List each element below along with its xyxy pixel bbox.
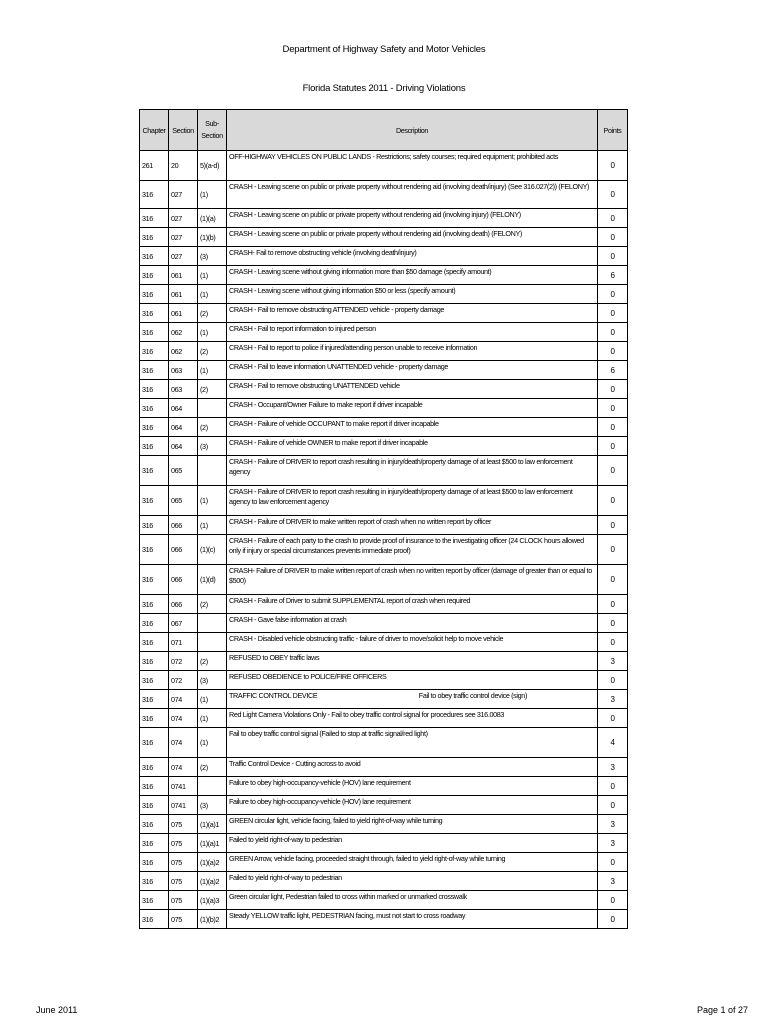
description-cell: REFUSED to OBEY traffic laws: [227, 652, 598, 671]
description-cell: CRASH - Failure of vehicle OCCUPANT to make report if driver incapable: [227, 418, 598, 437]
points-cell: 0: [598, 285, 628, 304]
points-cell: 0: [598, 437, 628, 456]
description-cell: CRASH - Occupant/Owner Failure to make report if driver incapable: [227, 399, 598, 418]
points-cell: 3: [598, 652, 628, 671]
section-cell: 066: [169, 535, 198, 565]
column-header-chapter: Chapter: [140, 110, 169, 151]
table-row: [140, 709, 628, 728]
chapter-cell: 316: [140, 535, 169, 565]
table-row: [140, 671, 628, 690]
sub-section-cell: [198, 777, 227, 796]
chapter-cell: 316: [140, 456, 169, 486]
column-header-description: Description: [227, 110, 598, 151]
chapter-cell: 316: [140, 853, 169, 872]
table-row: [140, 614, 628, 633]
table-row: [140, 910, 628, 929]
table-header-row: [140, 110, 628, 151]
table-row: [140, 151, 628, 181]
points-cell: 0: [598, 247, 628, 266]
sub-section-cell: (2): [198, 652, 227, 671]
chapter-cell: 316: [140, 595, 169, 614]
section-cell: 074: [169, 758, 198, 777]
chapter-cell: 316: [140, 652, 169, 671]
chapter-cell: 316: [140, 872, 169, 891]
points-cell: 0: [598, 796, 628, 815]
sub-section-cell: (1)(a)3: [198, 891, 227, 910]
section-cell: 062: [169, 342, 198, 361]
points-cell: 3: [598, 690, 628, 709]
section-cell: 064: [169, 399, 198, 418]
sub-section-cell: (1): [198, 728, 227, 758]
points-cell: 0: [598, 228, 628, 247]
table-row: [140, 399, 628, 418]
table-row: [140, 181, 628, 209]
sub-section-cell: (2): [198, 418, 227, 437]
chapter-cell: 316: [140, 304, 169, 323]
sub-section-cell: (3): [198, 247, 227, 266]
sub-section-cell: (1)(b)2: [198, 910, 227, 929]
table-row: [140, 247, 628, 266]
section-cell: 075: [169, 910, 198, 929]
description-cell: Fail to obey traffic control signal (Failed to stop at traffic signal/red light): [227, 728, 598, 758]
table-row: [140, 535, 628, 565]
description-cell: [227, 690, 598, 709]
chapter-cell: 316: [140, 285, 169, 304]
sub-section-cell: (3): [198, 796, 227, 815]
description-cell: Red Light Camera Violations Only - Fail to obey traffic control signal for procedures see 316.0083: [227, 709, 598, 728]
table-row: [140, 456, 628, 486]
section-cell: 075: [169, 891, 198, 910]
chapter-cell: 316: [140, 633, 169, 652]
points-cell: 3: [598, 815, 628, 834]
sub-section-cell: 5)(a-d): [198, 151, 227, 181]
description-cell: Failed to yield right-of-way to pedestrian: [227, 834, 598, 853]
chapter-cell: 316: [140, 796, 169, 815]
sub-section-cell: (1): [198, 266, 227, 285]
chapter-cell: 316: [140, 910, 169, 929]
section-cell: 074: [169, 709, 198, 728]
section-cell: 027: [169, 181, 198, 209]
sub-section-cell: (1): [198, 486, 227, 516]
sub-section-cell: (1)(b): [198, 228, 227, 247]
sub-section-cell: (1)(a)1: [198, 815, 227, 834]
sub-section-cell: (1)(a)2: [198, 872, 227, 891]
description-cell: Green circular light, Pedestrian failed to cross within marked or unmarked crosswalk: [227, 891, 598, 910]
points-cell: 6: [598, 266, 628, 285]
sub-section-cell: (1): [198, 690, 227, 709]
section-cell: 20: [169, 151, 198, 181]
chapter-cell: 316: [140, 380, 169, 399]
table-row: [140, 834, 628, 853]
description-cell: CRASH - Gave false information at crash: [227, 614, 598, 633]
description-cell: Steady YELLOW traffic light, PEDESTRIAN facing, must not start to cross roadway: [227, 910, 598, 929]
sub-section-cell: (1): [198, 516, 227, 535]
sub-section-cell: (1)(a)2: [198, 853, 227, 872]
points-cell: 0: [598, 853, 628, 872]
table-row: [140, 437, 628, 456]
document-subtitle: Florida Statutes 2011 - Driving Violations: [302, 83, 466, 94]
section-cell: 075: [169, 853, 198, 872]
table-body: [140, 151, 628, 929]
description-cell: CRASH - Leaving scene on public or private property without rendering aid (involving death) (FELONY): [227, 228, 598, 247]
description-note: Fail to obey traffic control device (sign): [418, 691, 527, 700]
description-cell: CRASH - Failure of DRIVER to report crash resulting in injury/death/property damage of at least $500 to law enforcement agency to law enforcement agency: [227, 486, 598, 516]
chapter-cell: 316: [140, 777, 169, 796]
section-cell: 065: [169, 456, 198, 486]
section-cell: 0741: [169, 777, 198, 796]
points-cell: 0: [598, 181, 628, 209]
section-cell: 064: [169, 437, 198, 456]
chapter-cell: 316: [140, 209, 169, 228]
section-cell: 075: [169, 872, 198, 891]
table-row: [140, 209, 628, 228]
points-cell: 6: [598, 361, 628, 380]
section-cell: 072: [169, 671, 198, 690]
description-cell: CRASH - Disabled vehicle obstructing traffic - failure of driver to move/solicit help to move vehicle: [227, 633, 598, 652]
table-row: [140, 595, 628, 614]
table-row: [140, 418, 628, 437]
description-cell: Failure to obey high-occupancy-vehicle (HOV) lane requirement: [227, 796, 598, 815]
points-cell: 0: [598, 399, 628, 418]
points-cell: 4: [598, 728, 628, 758]
section-cell: 071: [169, 633, 198, 652]
section-cell: 061: [169, 304, 198, 323]
section-cell: 074: [169, 728, 198, 758]
points-cell: 3: [598, 872, 628, 891]
table-row: [140, 266, 628, 285]
description-cell: CRASH - Leaving scene without giving information more than $50 damage (specify amount): [227, 266, 598, 285]
section-cell: 064: [169, 418, 198, 437]
description-cell: CRASH- Fail to remove obstructing vehicle (involving death/injury): [227, 247, 598, 266]
chapter-cell: 316: [140, 815, 169, 834]
chapter-cell: 316: [140, 728, 169, 758]
table-row: [140, 728, 628, 758]
section-cell: 067: [169, 614, 198, 633]
points-cell: 0: [598, 891, 628, 910]
description-cell: CRASH - Leaving scene on public or private property without rendering aid (involving injury) (FELONY): [227, 209, 598, 228]
chapter-cell: 316: [140, 228, 169, 247]
table-row: [140, 652, 628, 671]
description-cell: CRASH - Fail to report information to injured person: [227, 323, 598, 342]
description-cell: CRASH - Fail to remove obstructing ATTENDED vehicle - property damage: [227, 304, 598, 323]
sub-section-cell: [198, 399, 227, 418]
column-header-sub-section: Sub-Section: [198, 110, 227, 151]
section-cell: 061: [169, 266, 198, 285]
chapter-cell: 316: [140, 671, 169, 690]
table-row: [140, 872, 628, 891]
points-cell: 0: [598, 671, 628, 690]
description-cell: Traffic Control Device - Cutting across to avoid: [227, 758, 598, 777]
section-cell: 061: [169, 285, 198, 304]
chapter-cell: 316: [140, 758, 169, 777]
sub-section-cell: (3): [198, 437, 227, 456]
table-row: [140, 323, 628, 342]
section-cell: 063: [169, 361, 198, 380]
chapter-cell: 316: [140, 690, 169, 709]
table-row: [140, 690, 628, 709]
sub-section-cell: [198, 633, 227, 652]
table-row: [140, 853, 628, 872]
violations-table: [139, 109, 628, 929]
section-cell: 074: [169, 690, 198, 709]
sub-section-cell: (1)(c): [198, 535, 227, 565]
chapter-cell: 316: [140, 247, 169, 266]
points-cell: 0: [598, 595, 628, 614]
sub-section-cell: (2): [198, 380, 227, 399]
chapter-cell: 316: [140, 565, 169, 595]
chapter-cell: 316: [140, 266, 169, 285]
description-cell: REFUSED OBEDIENCE to POLICE/FIRE OFFICERS: [227, 671, 598, 690]
description-cell: CRASH - Fail to remove obstructing UNATTENDED vehicle: [227, 380, 598, 399]
points-cell: 3: [598, 758, 628, 777]
points-cell: 0: [598, 614, 628, 633]
description-text: TRAFFIC CONTROL DEVICE: [229, 691, 318, 700]
description-cell: CRASH - Leaving scene without giving information $50 or less (specify amount): [227, 285, 598, 304]
table-row: [140, 891, 628, 910]
points-cell: 0: [598, 565, 628, 595]
chapter-cell: 316: [140, 486, 169, 516]
description-cell: CRASH - Failure of each party to the crash to provide proof of insurance to the investigating officer (24 CLOCK hours allowed only if injury or special circumstances prevents immediate proof): [227, 535, 598, 565]
chapter-cell: 261: [140, 151, 169, 181]
points-cell: 0: [598, 304, 628, 323]
description-cell: CRASH - Leaving scene on public or private property without rendering aid (involving death/injury) (See 316.027(2)) (FELONY): [227, 181, 598, 209]
section-cell: 072: [169, 652, 198, 671]
section-cell: 066: [169, 516, 198, 535]
section-cell: 027: [169, 228, 198, 247]
section-cell: 063: [169, 380, 198, 399]
section-cell: 075: [169, 815, 198, 834]
description-cell: GREEN Arrow, vehicle facing, proceeded straight through, failed to yield right-of-way while turning: [227, 853, 598, 872]
description-cell: Failure to obey high-occupancy-vehicle (HOV) lane requirement: [227, 777, 598, 796]
description-cell: CRASH - Fail to leave information UNATTENDED vehicle - property damage: [227, 361, 598, 380]
description-cell: GREEN circular light, vehicle facing, failed to yield right-of-way while turning: [227, 815, 598, 834]
points-cell: 0: [598, 910, 628, 929]
footer-date: June 2011: [36, 1005, 78, 1015]
chapter-cell: 316: [140, 437, 169, 456]
table-row: [140, 380, 628, 399]
sub-section-cell: (3): [198, 671, 227, 690]
table-row: [140, 486, 628, 516]
points-cell: 0: [598, 777, 628, 796]
points-cell: 0: [598, 418, 628, 437]
chapter-cell: 316: [140, 399, 169, 418]
description-cell: CRASH - Failure of DRIVER to report crash resulting in injury/death/property damage of at least $500 to law enforcement agency: [227, 456, 598, 486]
points-cell: 0: [598, 709, 628, 728]
table-row: [140, 565, 628, 595]
section-cell: 075: [169, 834, 198, 853]
document-title: Department of Highway Safety and Motor Vehicles: [282, 44, 486, 55]
description-cell: CRASH- Failure of DRIVER to make written report of crash when no written report by officer (damage of greater than or equal to $500): [227, 565, 598, 595]
section-cell: 0741: [169, 796, 198, 815]
sub-section-cell: (1): [198, 323, 227, 342]
description-cell: CRASH - Failure of vehicle OWNER to make report if driver incapable: [227, 437, 598, 456]
points-cell: 0: [598, 151, 628, 181]
chapter-cell: 316: [140, 516, 169, 535]
sub-section-cell: (1)(d): [198, 565, 227, 595]
sub-section-cell: [198, 614, 227, 633]
chapter-cell: 316: [140, 418, 169, 437]
description-cell: CRASH - Failure of DRIVER to make written report of crash when no written report by officer: [227, 516, 598, 535]
sub-section-cell: (1)(a)1: [198, 834, 227, 853]
section-cell: 027: [169, 209, 198, 228]
points-cell: 0: [598, 486, 628, 516]
points-cell: 0: [598, 209, 628, 228]
points-cell: 0: [598, 456, 628, 486]
description-cell: CRASH - Failure of Driver to submit SUPPLEMENTAL report of crash when required: [227, 595, 598, 614]
table-row: [140, 815, 628, 834]
table-row: [140, 361, 628, 380]
section-cell: 062: [169, 323, 198, 342]
section-cell: 065: [169, 486, 198, 516]
sub-section-cell: (2): [198, 595, 227, 614]
chapter-cell: 316: [140, 709, 169, 728]
table-row: [140, 758, 628, 777]
points-cell: 0: [598, 516, 628, 535]
sub-section-cell: (1): [198, 285, 227, 304]
description-cell: Failed to yield right-of-way to pedestrian: [227, 872, 598, 891]
chapter-cell: 316: [140, 834, 169, 853]
footer-page-number: Page 1 of 27: [696, 1005, 748, 1015]
table-row: [140, 342, 628, 361]
chapter-cell: 316: [140, 323, 169, 342]
column-header-section: Section: [169, 110, 198, 151]
table-row: [140, 304, 628, 323]
points-cell: 0: [598, 342, 628, 361]
points-cell: 0: [598, 323, 628, 342]
chapter-cell: 316: [140, 181, 169, 209]
description-cell: CRASH - Fail to report to police if injured/attending person unable to receive information: [227, 342, 598, 361]
description-cell: OFF-HIGHWAY VEHICLES ON PUBLIC LANDS - Restrictions; safety courses; required equipment; prohibited acts: [227, 151, 598, 181]
table-row: [140, 633, 628, 652]
sub-section-cell: [198, 456, 227, 486]
sub-section-cell: (2): [198, 304, 227, 323]
column-header-points: Points: [598, 110, 628, 151]
sub-section-cell: (1): [198, 361, 227, 380]
sub-section-cell: (2): [198, 758, 227, 777]
sub-section-cell: (2): [198, 342, 227, 361]
chapter-cell: 316: [140, 891, 169, 910]
sub-section-cell: (1): [198, 181, 227, 209]
table-row: [140, 796, 628, 815]
section-cell: 027: [169, 247, 198, 266]
chapter-cell: 316: [140, 361, 169, 380]
table-row: [140, 516, 628, 535]
points-cell: 3: [598, 834, 628, 853]
points-cell: 0: [598, 535, 628, 565]
section-cell: 066: [169, 595, 198, 614]
points-cell: 0: [598, 380, 628, 399]
table-row: [140, 285, 628, 304]
sub-section-cell: (1)(a): [198, 209, 227, 228]
points-cell: 0: [598, 633, 628, 652]
chapter-cell: 316: [140, 342, 169, 361]
table-row: [140, 228, 628, 247]
section-cell: 066: [169, 565, 198, 595]
sub-section-cell: (1): [198, 709, 227, 728]
chapter-cell: 316: [140, 614, 169, 633]
table-row: [140, 777, 628, 796]
